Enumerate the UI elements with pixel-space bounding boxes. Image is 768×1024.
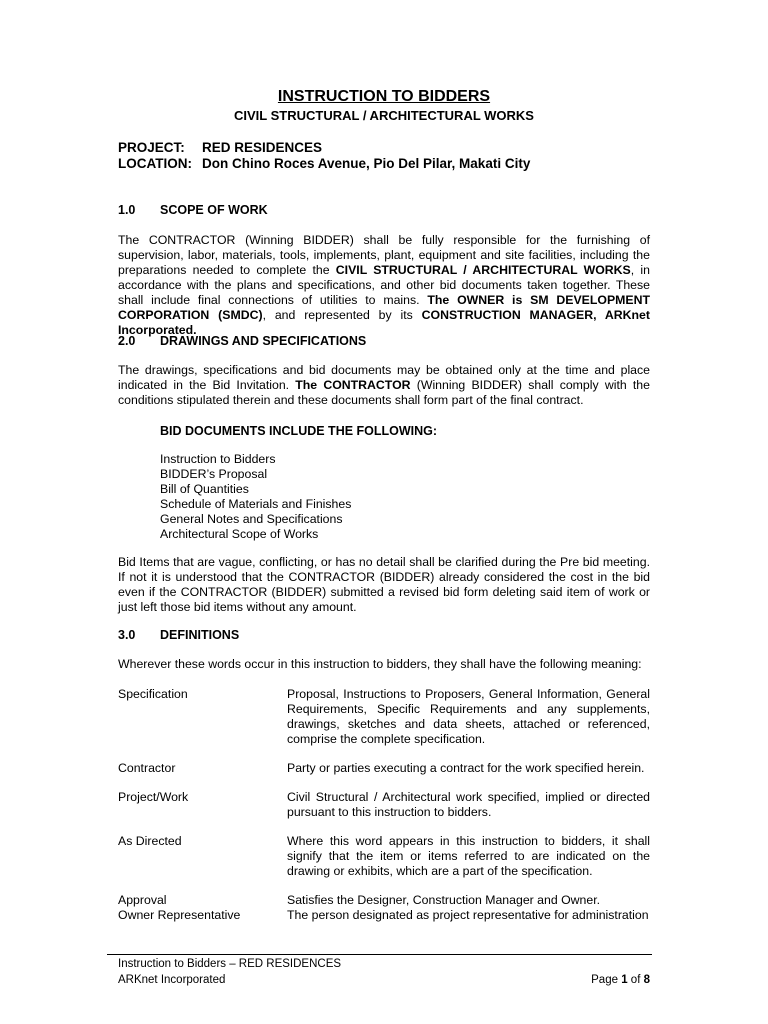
text-run-bold: The OWNER is SM DEVELOPMENT CORPORATION (SMDC) [118,293,651,322]
definition-text: Proposal, Instructions to Proposers, General Information, General Requirements, Specific Requirements and any supplements, drawings, sketches and data sheets, attached or referenced, comprise the complete specification. [287,687,650,746]
definition-term: Specification [118,687,188,701]
definition-text: Satisfies the Designer, Construction Manager and Owner. [287,893,601,907]
definition-term: As Directed [118,834,182,848]
page-of: of [627,974,644,986]
location-label: LOCATION: [118,156,192,171]
text-run: The drawings, specifications and bid documents may be obtained only at the time and place indicated in the Bid Invitation. [118,363,650,392]
page-prefix: Page [591,974,622,986]
definition-text: Where this word appears in this instruction to bidders, it shall signify that the item or items referred to are indicated on the drawing or exhibits, which are a part of the specification. [287,834,650,878]
section-number: 3.0 [118,628,136,642]
clarification-paragraph: Bid Items that are vague, conflicting, or has no detail shall be clarified during the Pre bid meeting. If not it is understood that the CONTRACTOR (BIDDER) already considered the cost in the bid even if the CONTRACTOR (BIDDER) submitted a revised bid form deleting said item of work or just left those bid items without any amount. [118,555,650,614]
project-label: PROJECT: [118,140,185,155]
definition-term: Approval [118,893,167,907]
section-title: DRAWINGS AND SPECIFICATIONS [160,334,367,348]
text-run: , and represented by its [262,308,422,322]
page-current: 1 [621,974,628,986]
list-item: Instruction to Bidders [160,452,276,466]
list-item: Architectural Scope of Works [160,527,319,541]
definition-text: The person designated as project representative for administration [287,908,649,922]
text-run-bold: CONSTRUCTION MANAGER, ARKnet Incorporated. [118,308,650,337]
text-run: The CONTRACTOR (Winning BIDDER) shall be fully responsible for the furnishing of supervision, labor, materials, tools, implements, plant, equipment and site facilities, including the preparations needed to complete the [118,233,650,277]
location-value: Don Chino Roces Avenue, Pio Del Pilar, Makati City [202,156,531,171]
definitions-intro: Wherever these words occur in this instruction to bidders, they shall have the following meaning: [118,657,642,671]
list-item: BIDDER’s Proposal [160,467,268,481]
text-run-bold: CIVIL STRUCTURAL / ARCHITECTURAL WORKS [335,263,631,277]
section-heading-definitions [118,628,239,642]
project-line [118,140,322,155]
drawings-paragraph [118,363,650,408]
section-heading-drawings [118,334,366,348]
text-run: , in accordance with the plans and specifications, and other bid documents taken together. These shall include final connections of utilities to mains. [118,263,650,307]
definition-text: Civil Structural / Architectural work specified, implied or directed pursuant to this instruction to bidders. [287,790,650,819]
section-title: DEFINITIONS [160,628,240,642]
footer-company: ARKnet Incorporated [118,974,226,986]
page-number [591,974,650,986]
text-run-bold: The CONTRACTOR [295,378,411,392]
text-run: (Winning BIDDER) shall comply with the conditions stipulated therein and these documents shall form part of the final contract. [118,378,650,407]
section-number: 2.0 [118,334,136,348]
scope-paragraph [118,233,650,338]
section-title: SCOPE OF WORK [160,203,268,217]
definition-text: Party or parties executing a contract for the work specified herein. [287,761,645,775]
footer-document-title: Instruction to Bidders – RED RESIDENCES [118,958,342,970]
page-title: INSTRUCTION TO BIDDERS [277,88,491,105]
bid-documents-heading: BID DOCUMENTS INCLUDE THE FOLLOWING: [160,424,438,438]
section-heading-scope [118,203,268,217]
section-number: 1.0 [118,203,136,217]
footer-divider [107,954,652,955]
definition-term: Contractor [118,761,176,775]
page-total: 8 [643,974,650,986]
location-line [118,156,530,171]
definition-term: Owner Representative [118,908,241,922]
definition-term: Project/Work [118,790,189,804]
list-item: General Notes and Specifications [160,512,343,526]
list-item: Bill of Quantities [160,482,249,496]
project-value: RED RESIDENCES [202,140,323,155]
list-item: Schedule of Materials and Finishes [160,497,352,511]
bid-documents-list [160,452,351,542]
page-subtitle: CIVIL STRUCTURAL / ARCHITECTURAL WORKS [234,108,534,123]
